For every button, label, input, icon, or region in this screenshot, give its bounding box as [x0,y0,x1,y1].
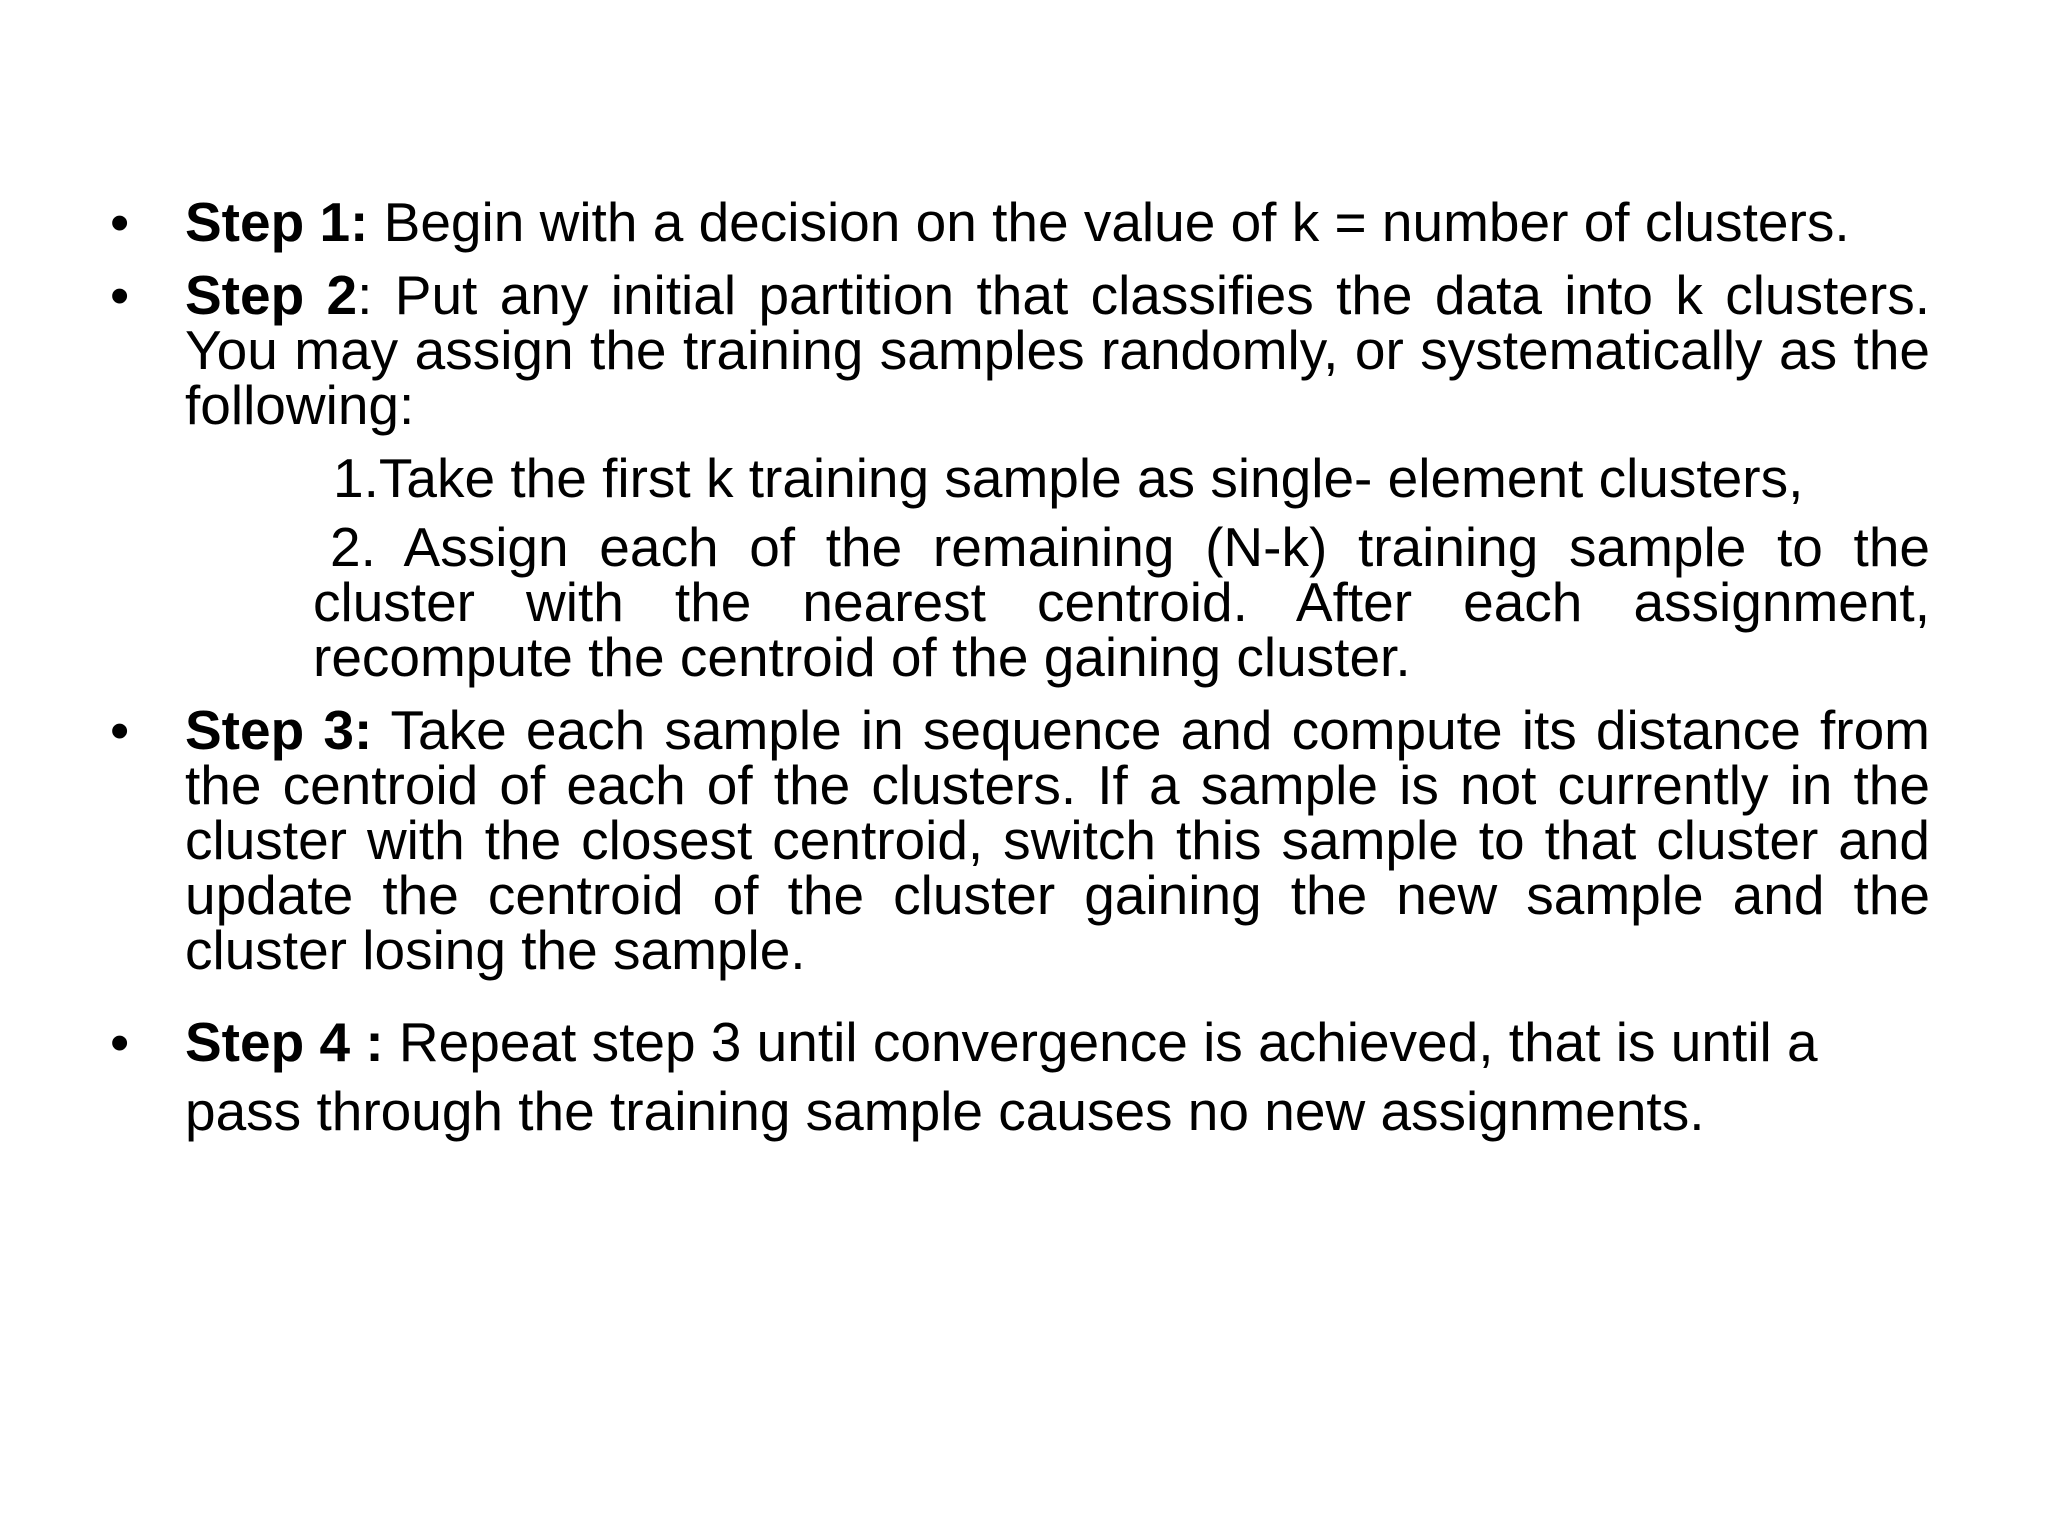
substep-1: 1.Take the first k training sample as single- element clusters, [333,447,1804,509]
step-4-bullet [110,1008,1930,1146]
bullet-dot: • [110,699,130,761]
substep-2-text: 2. Assign each of the remaining (N-k) training sample to the cluster with the nearest centroid. After each assignment, recompute the centroid of the gaining cluster. [313,516,1930,688]
step-3-text: Take each sample in sequence and compute its distance from the centroid of each of the clusters. If a sample is not currently in the cluster with the closest centroid, switch this sample to that cluster and update the centroid of the cluster gaining the new sample and the cluster losing the sample. [185,699,1930,981]
step-2-text: : Put any initial partition that classifies the data into k clusters. You may assign the training samples randomly, or systematically as the following: [185,264,1930,436]
step-3-bullet [110,699,1930,981]
step-3-label: Step 3: [185,699,373,761]
slide-content [110,191,1930,1164]
bullet-dot: • [110,1011,130,1073]
step-1-label: Step 1: [185,191,369,253]
step-1-text: Begin with a decision on the value of k = number of clusters. [368,191,1850,253]
substep-2 [110,516,1930,688]
step-2-bullet [110,264,1930,436]
step-1-bullet [110,191,1930,253]
step-4-text: Repeat step 3 until convergence is achieved, that is until a pass through the training sample causes no new assignments. [185,1011,1818,1142]
step-2-label: Step 2 [185,264,358,326]
step-4-label: Step 4 : [185,1011,384,1073]
bullet-dot: • [110,264,130,326]
bullet-dot: • [110,191,130,253]
